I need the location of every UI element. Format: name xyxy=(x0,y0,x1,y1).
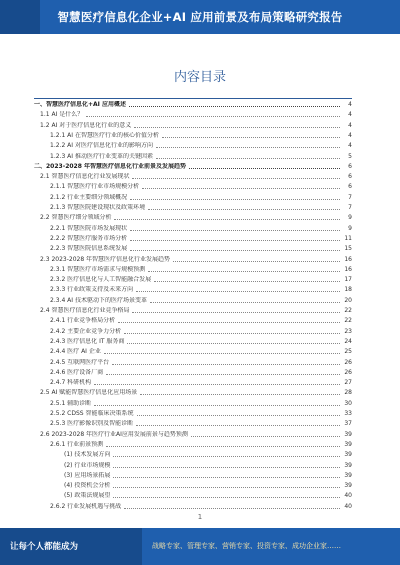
footer-banner xyxy=(0,528,400,565)
toc-entry[interactable] xyxy=(34,172,352,180)
toc-entry[interactable] xyxy=(34,285,352,293)
toc-leader-dots xyxy=(136,424,340,426)
toc-entry-title: 2.4.2 主要企业竞争力分析 xyxy=(50,327,122,335)
toc-leader-dots xyxy=(148,208,340,210)
toc-entry-page: 9 xyxy=(348,214,352,222)
toc-leader-dots xyxy=(112,363,340,365)
toc-entry-title: 2.4 智慧医疗信息化行业竞争格局 xyxy=(40,307,130,314)
toc-entry-page: 4 xyxy=(348,142,352,150)
toc-leader-dots xyxy=(104,352,340,354)
toc-entry-title: (2) 行业市场规模 xyxy=(64,461,111,469)
report-title: 智慧医疗信息化企业+AI 应用前景及布局策略研究报告 xyxy=(57,10,343,24)
toc-entry[interactable] xyxy=(34,265,352,273)
toc-entry-page: 30 xyxy=(344,399,352,407)
toc-entry-title: 1.2.1 AI 在智慧医疗行业的核心价值分析 xyxy=(50,131,159,139)
toc-entry-page: 24 xyxy=(344,337,352,345)
toc-leader-dots xyxy=(106,445,340,447)
toc-entry-page: 5 xyxy=(348,152,352,160)
toc-entry[interactable] xyxy=(34,152,352,160)
toc-leader-dots xyxy=(113,486,340,488)
toc-entry-page: 22 xyxy=(344,307,352,314)
toc-leader-dots xyxy=(113,476,340,478)
toc-entry-page: 28 xyxy=(344,389,352,397)
toc-entry-page: 37 xyxy=(344,420,352,428)
toc-entry-page: 25 xyxy=(344,348,352,356)
toc-entry-title: 1.1 AI 是什么？ xyxy=(40,111,84,119)
toc-entry[interactable] xyxy=(34,461,352,469)
toc-leader-dots xyxy=(134,126,340,128)
toc-leader-dots xyxy=(137,414,340,416)
toc-entry-page: 39 xyxy=(344,461,352,469)
toc-entry-page: 20 xyxy=(344,296,352,304)
toc-entry-page: 15 xyxy=(344,245,352,253)
toc-entry-page: 7 xyxy=(348,193,352,201)
toc-entry-page: 17 xyxy=(344,276,352,284)
toc-entry-title: 1.2.2 AI 对医疗信息化行业的影响方向 xyxy=(50,142,153,150)
toc-entry-title: 1.2 AI 对于医疗信息化行业的意义 xyxy=(40,121,132,129)
toc-entry-page: 6 xyxy=(348,183,352,191)
toc-entry[interactable] xyxy=(34,110,352,118)
toc-entry-page: 16 xyxy=(344,265,352,273)
toc-entry[interactable] xyxy=(34,275,352,283)
toc-entry-title: 2.1 智慧医疗信息化行业发展现状 xyxy=(40,173,130,181)
toc-heading: 内容目录 xyxy=(173,70,226,85)
toc-entry-title: 2.4.7 科研机构 xyxy=(50,379,92,387)
toc-entry[interactable] xyxy=(34,327,352,335)
toc-leader-dots xyxy=(94,404,340,406)
toc-entry-title: 2.4.1 行业竞争格局分析 xyxy=(50,317,116,325)
toc-leader-dots xyxy=(189,167,340,169)
toc-entry[interactable] xyxy=(34,224,352,232)
toc-entry[interactable] xyxy=(34,368,352,376)
toc-entry[interactable] xyxy=(34,419,352,427)
toc-leader-dots xyxy=(142,187,340,189)
toc-entry[interactable] xyxy=(34,203,352,211)
toc-leader-dots xyxy=(130,229,340,231)
toc-entry-page: 4 xyxy=(348,131,352,139)
toc-leader-dots xyxy=(140,393,340,395)
toc-entry[interactable] xyxy=(34,337,352,345)
footer-slogan: 让每个人都能成为 xyxy=(10,542,79,552)
toc-entry-page: 6 xyxy=(348,173,352,181)
toc-entry[interactable] xyxy=(34,296,352,304)
toc-leader-dots xyxy=(130,239,340,241)
toc-entry-page: 40 xyxy=(344,502,352,510)
toc-entry-title: 2.1.2 行业主要细分领域概况 xyxy=(50,193,128,201)
toc-entry-title: 2.3.3 行业政策支持及未来方向 xyxy=(50,286,134,294)
toc-entry-title: (1) 技术发展方向 xyxy=(64,451,111,459)
toc-leader-dots xyxy=(94,383,340,385)
toc-entry-page: 11 xyxy=(344,234,352,242)
toc-entry[interactable] xyxy=(34,244,352,252)
page-number: 1 xyxy=(197,513,203,521)
toc-entry[interactable] xyxy=(34,131,352,139)
toc-entry[interactable] xyxy=(34,378,352,386)
toc-entry[interactable] xyxy=(34,121,352,129)
footer-slogan-panel xyxy=(0,528,142,565)
toc-entry-title: 2.4.4 医疗 AI 企业 xyxy=(50,348,101,356)
toc-leader-dots xyxy=(113,455,340,457)
toc-entry-title: 2.2 智慧医疗细分领域分析 xyxy=(40,214,112,222)
toc-entry[interactable] xyxy=(34,430,352,438)
toc-leader-dots xyxy=(150,301,340,303)
toc-entry[interactable] xyxy=(34,234,352,242)
toc-entry-page: 26 xyxy=(344,358,352,366)
toc-entry[interactable] xyxy=(34,450,352,458)
toc-entry[interactable] xyxy=(34,193,352,201)
toc-leader-dots xyxy=(173,260,340,262)
toc-entry-page: 4 xyxy=(348,101,352,108)
toc-entry-title: 1.2.3 AI 推动医疗行业变革的关键因素 xyxy=(50,152,153,160)
toc-leader-dots xyxy=(106,373,340,375)
toc-entry-page: 6 xyxy=(348,162,352,170)
toc-entry-page: 33 xyxy=(344,410,352,417)
toc-entry-title: 2.3 2023-2028 年智慧医疗信息化行业发展趋势 xyxy=(40,255,171,263)
toc-leader-dots xyxy=(191,435,340,437)
toc-entry-page: 4 xyxy=(348,121,352,129)
toc-entry[interactable] xyxy=(34,182,352,190)
toc-entry-page: 23 xyxy=(344,327,352,335)
toc-entry-title: 2.2.1 智慧医院市场发展现状 xyxy=(50,224,128,232)
toc-leader-dots xyxy=(130,198,340,200)
toc-entry-page: 7 xyxy=(348,204,352,211)
toc-entry-title: 2.6.1 行业前景预测 xyxy=(50,440,104,448)
toc-entry[interactable] xyxy=(34,255,352,263)
toc-entry-page: 39 xyxy=(344,440,352,448)
toc-entry[interactable] xyxy=(34,316,352,324)
toc-entry[interactable] xyxy=(34,481,352,489)
toc-entry-page: 16 xyxy=(344,255,352,263)
toc-entry[interactable] xyxy=(34,141,352,149)
toc-entry-title: (4) 投资机会分析 xyxy=(64,482,111,490)
toc-entry-page: 40 xyxy=(344,492,352,500)
toc-leader-dots xyxy=(162,136,340,138)
toc-entry-title: 2.5.3 医疗影像识别及智能诊断 xyxy=(50,420,134,428)
toc-entry-title: 2.4.5 互联网医疗平台 xyxy=(50,358,110,366)
toc-entry[interactable] xyxy=(34,347,352,355)
toc-entry[interactable] xyxy=(34,502,352,510)
toc-leader-dots xyxy=(118,321,340,323)
toc-entry-title: 2.6 2023-2028 年医疗行业AI应用发展前景与趋势预测 xyxy=(40,430,188,438)
toc-entry-page: 27 xyxy=(344,379,352,387)
toc-leader-dots xyxy=(113,466,340,468)
toc-entry[interactable] xyxy=(34,491,352,499)
toc-leader-dots xyxy=(113,496,340,498)
toc-leader-dots xyxy=(156,157,340,159)
toc-leader-dots xyxy=(130,249,340,251)
toc-entry-title: 2.3.2 医疗信息化与人工智能融合发展 xyxy=(50,276,152,284)
toc-leader-dots xyxy=(124,332,340,334)
toc-entry[interactable] xyxy=(34,440,352,448)
toc-entry[interactable] xyxy=(34,388,352,396)
toc-entry-title: 2.5 AI 赋能智慧医疗信息化应用场景 xyxy=(40,389,138,397)
footer-tagline: 战略专家、管理专家、营销专家、投资专家、成功企业家…… xyxy=(152,542,341,550)
toc-leader-dots xyxy=(124,507,340,509)
toc-entry-title: 2.6.2 行业发展机遇与挑战 xyxy=(50,502,122,510)
toc-entry[interactable] xyxy=(34,162,352,170)
toc-entry[interactable] xyxy=(34,213,352,221)
toc-entry[interactable] xyxy=(34,399,352,407)
toc-entry-title: 2.4.6 医疗设备厂商 xyxy=(50,368,104,376)
toc-leader-dots xyxy=(132,311,340,313)
toc-entry-title: 2.4.3 医疗信息化 IT 服务商 xyxy=(50,337,125,345)
toc-entry-title: (5) 政策法规展望 xyxy=(64,492,111,500)
toc-entry[interactable] xyxy=(34,306,352,314)
toc-entry[interactable] xyxy=(34,409,352,417)
toc-entry-page: 22 xyxy=(344,317,352,325)
toc-leader-dots xyxy=(114,218,340,220)
toc-entry-title: 2.3.4 AI 技术驱动下的医疗场景变革 xyxy=(50,296,147,304)
toc-entry-title: 2.5.1 辅助诊断 xyxy=(50,399,92,407)
toc-entry-title: 一、智慧医疗信息化+AI 应用概述 xyxy=(34,101,126,108)
toc-entry[interactable] xyxy=(34,471,352,479)
toc-entry-title: 2.2.3 智慧医院信息系统发展 xyxy=(50,245,128,253)
toc-leader-dots xyxy=(86,115,340,117)
toc-leader-dots xyxy=(129,105,340,107)
toc-entry-page: 18 xyxy=(344,286,352,294)
toc-leader-dots xyxy=(154,280,340,282)
toc-entry-title: 2.1.1 智慧医疗行业市场规模分析 xyxy=(50,183,140,191)
toc-leader-dots xyxy=(156,146,340,148)
toc-entry-title: 二、2023-2028 年智慧医疗信息化行业前景及发展趋势 xyxy=(34,162,186,170)
toc-entry[interactable] xyxy=(34,358,352,366)
toc-leader-dots xyxy=(136,290,340,292)
toc-entry-page: 4 xyxy=(348,111,352,119)
toc-entry-page: 39 xyxy=(344,482,352,490)
toc-entry-title: 2.2.2 智慧医疗服务市场分析 xyxy=(50,234,128,242)
toc-top-rule xyxy=(34,98,352,99)
header-banner xyxy=(0,0,400,34)
toc-leader-dots xyxy=(127,342,340,344)
toc-leader-dots xyxy=(148,270,340,272)
toc-leader-dots xyxy=(132,177,340,179)
toc-entry-page: 39 xyxy=(344,471,352,479)
toc-entry-title: 2.3.1 智慧医疗市场需求与规模预测 xyxy=(50,265,146,273)
toc-entry-title: 2.5.2 CDSS 智能临床决策系统 xyxy=(50,410,134,417)
toc-entry-page: 9 xyxy=(348,224,352,232)
toc-entry-page: 26 xyxy=(344,368,352,376)
toc-entry-page: 39 xyxy=(344,430,352,438)
toc-entry[interactable] xyxy=(34,100,352,108)
toc-entry-title: 2.1.3 智慧医院建设现状及政策环境 xyxy=(50,204,146,211)
toc-entry-page: 39 xyxy=(344,451,352,459)
toc-entry-title: (3) 应用场景拓展 xyxy=(64,471,111,479)
